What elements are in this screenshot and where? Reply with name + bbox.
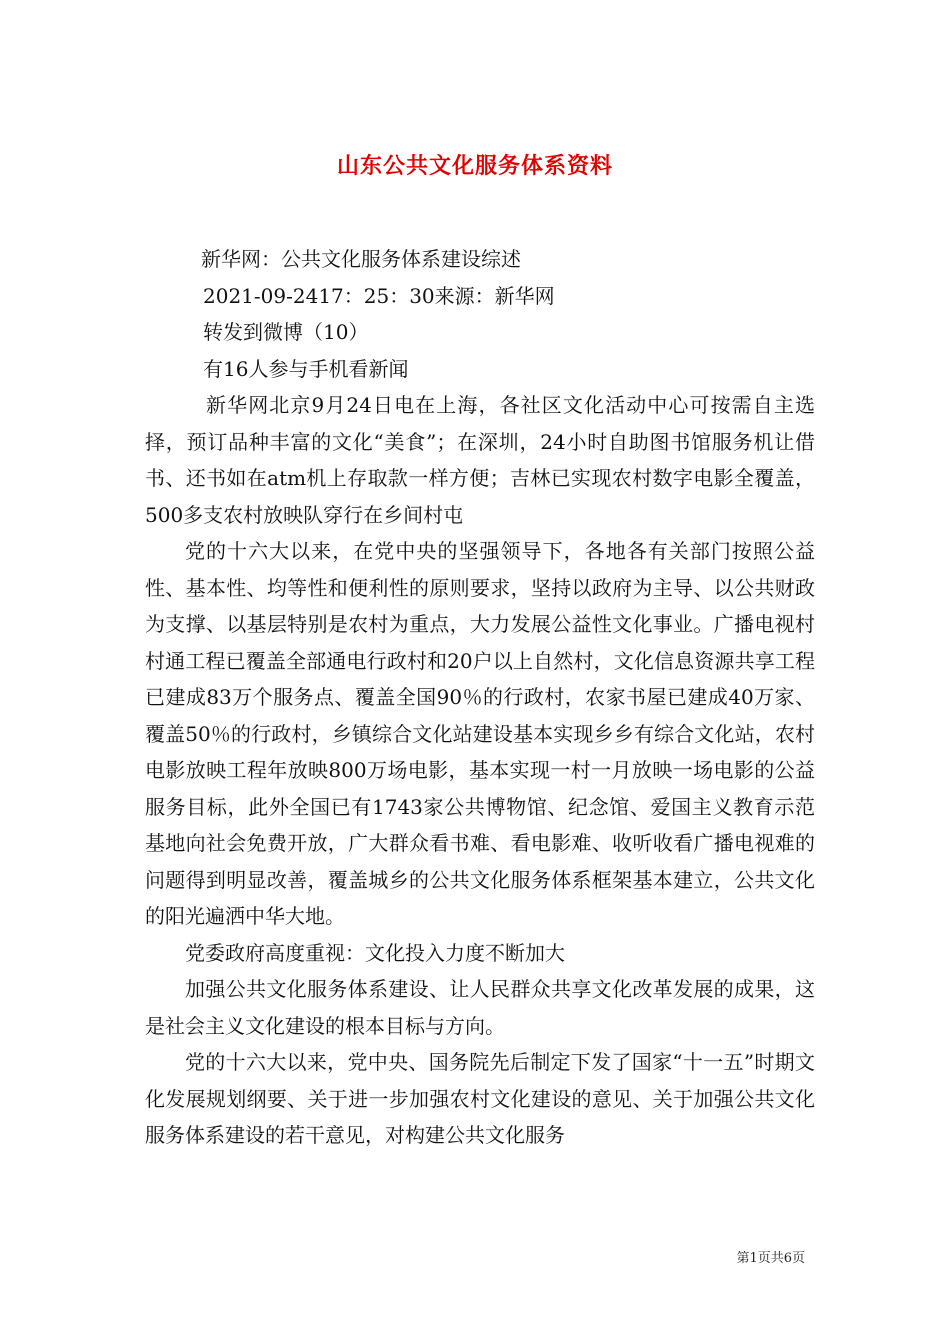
share-to-weibo-link[interactable]: 转发到微博（10） [203, 320, 369, 344]
source-line: 新华网：公共文化服务体系建设综述 [201, 247, 521, 271]
date-line: 2021-09-2417：25：30来源：新华网 [203, 283, 555, 308]
paragraph: 党的十六大以来，党中央、国务院先后制定下发了国家“十一五”时期文化发展规划纲要、关于进一步加强农村文化建设的意见、关于加强公共文化服务体系建设的若干意见，对构建公共文化服务 [145, 1050, 815, 1147]
paragraph: 加强公共文化服务体系建设、让人民群众共享文化改革发展的成果，这是社会主义文化建设的根本目标与方向。 [145, 977, 815, 1038]
document-body [145, 241, 815, 1154]
page-indicator: 第1页共6页 [736, 1251, 805, 1266]
paragraph: 新华网北京9月24日电在上海，各社区文化活动中心可按需自主选择，预订品种丰富的文化“美食”；在深圳，24小时自助图书馆服务机让借书、还书如在atm机上存取款一样方便；吉林已实现农村数字电影全覆盖，500多支农村放映队穿行在乡间村屯 [145, 393, 815, 527]
document-title: 山东公共文化服务体系资料 [336, 152, 613, 179]
participants-line: 有16人参与手机看新闻 [203, 356, 409, 381]
paragraph: 党的十六大以来，在党中央的坚强领导下，各地各有关部门按照公益性、基本性、均等性和便利性的原则要求，坚持以政府为主导、以公共财政为支撑、以基层特别是农村为重点，大力发展公益性文化事业。广播电视村村通工程已覆盖全部通电行政村和20户以上自然村，文化信息资源共享工程已建成83万个服务点、覆盖全国90％的行政村，农家书屋已建成40万家、覆盖50％的行政村，乡镇综合文化站建设基本实现乡乡有综合文化站，农村电影放映工程年放映800万场电影，基本实现一村一月放映一场电影的公益服务目标，此外全国已有1743家公共博物馆、纪念馆、爱国主义教育示范基地向社会免费开放，广大群众看书难、看电影难、收听收看广播电视难的问题得到明显改善，覆盖城乡的公共文化服务体系框架基本建立，公共文化的阳光遍洒中华大地。 [145, 539, 815, 928]
section-heading: 党委政府高度重视：文化投入力度不断加大 [185, 940, 565, 965]
